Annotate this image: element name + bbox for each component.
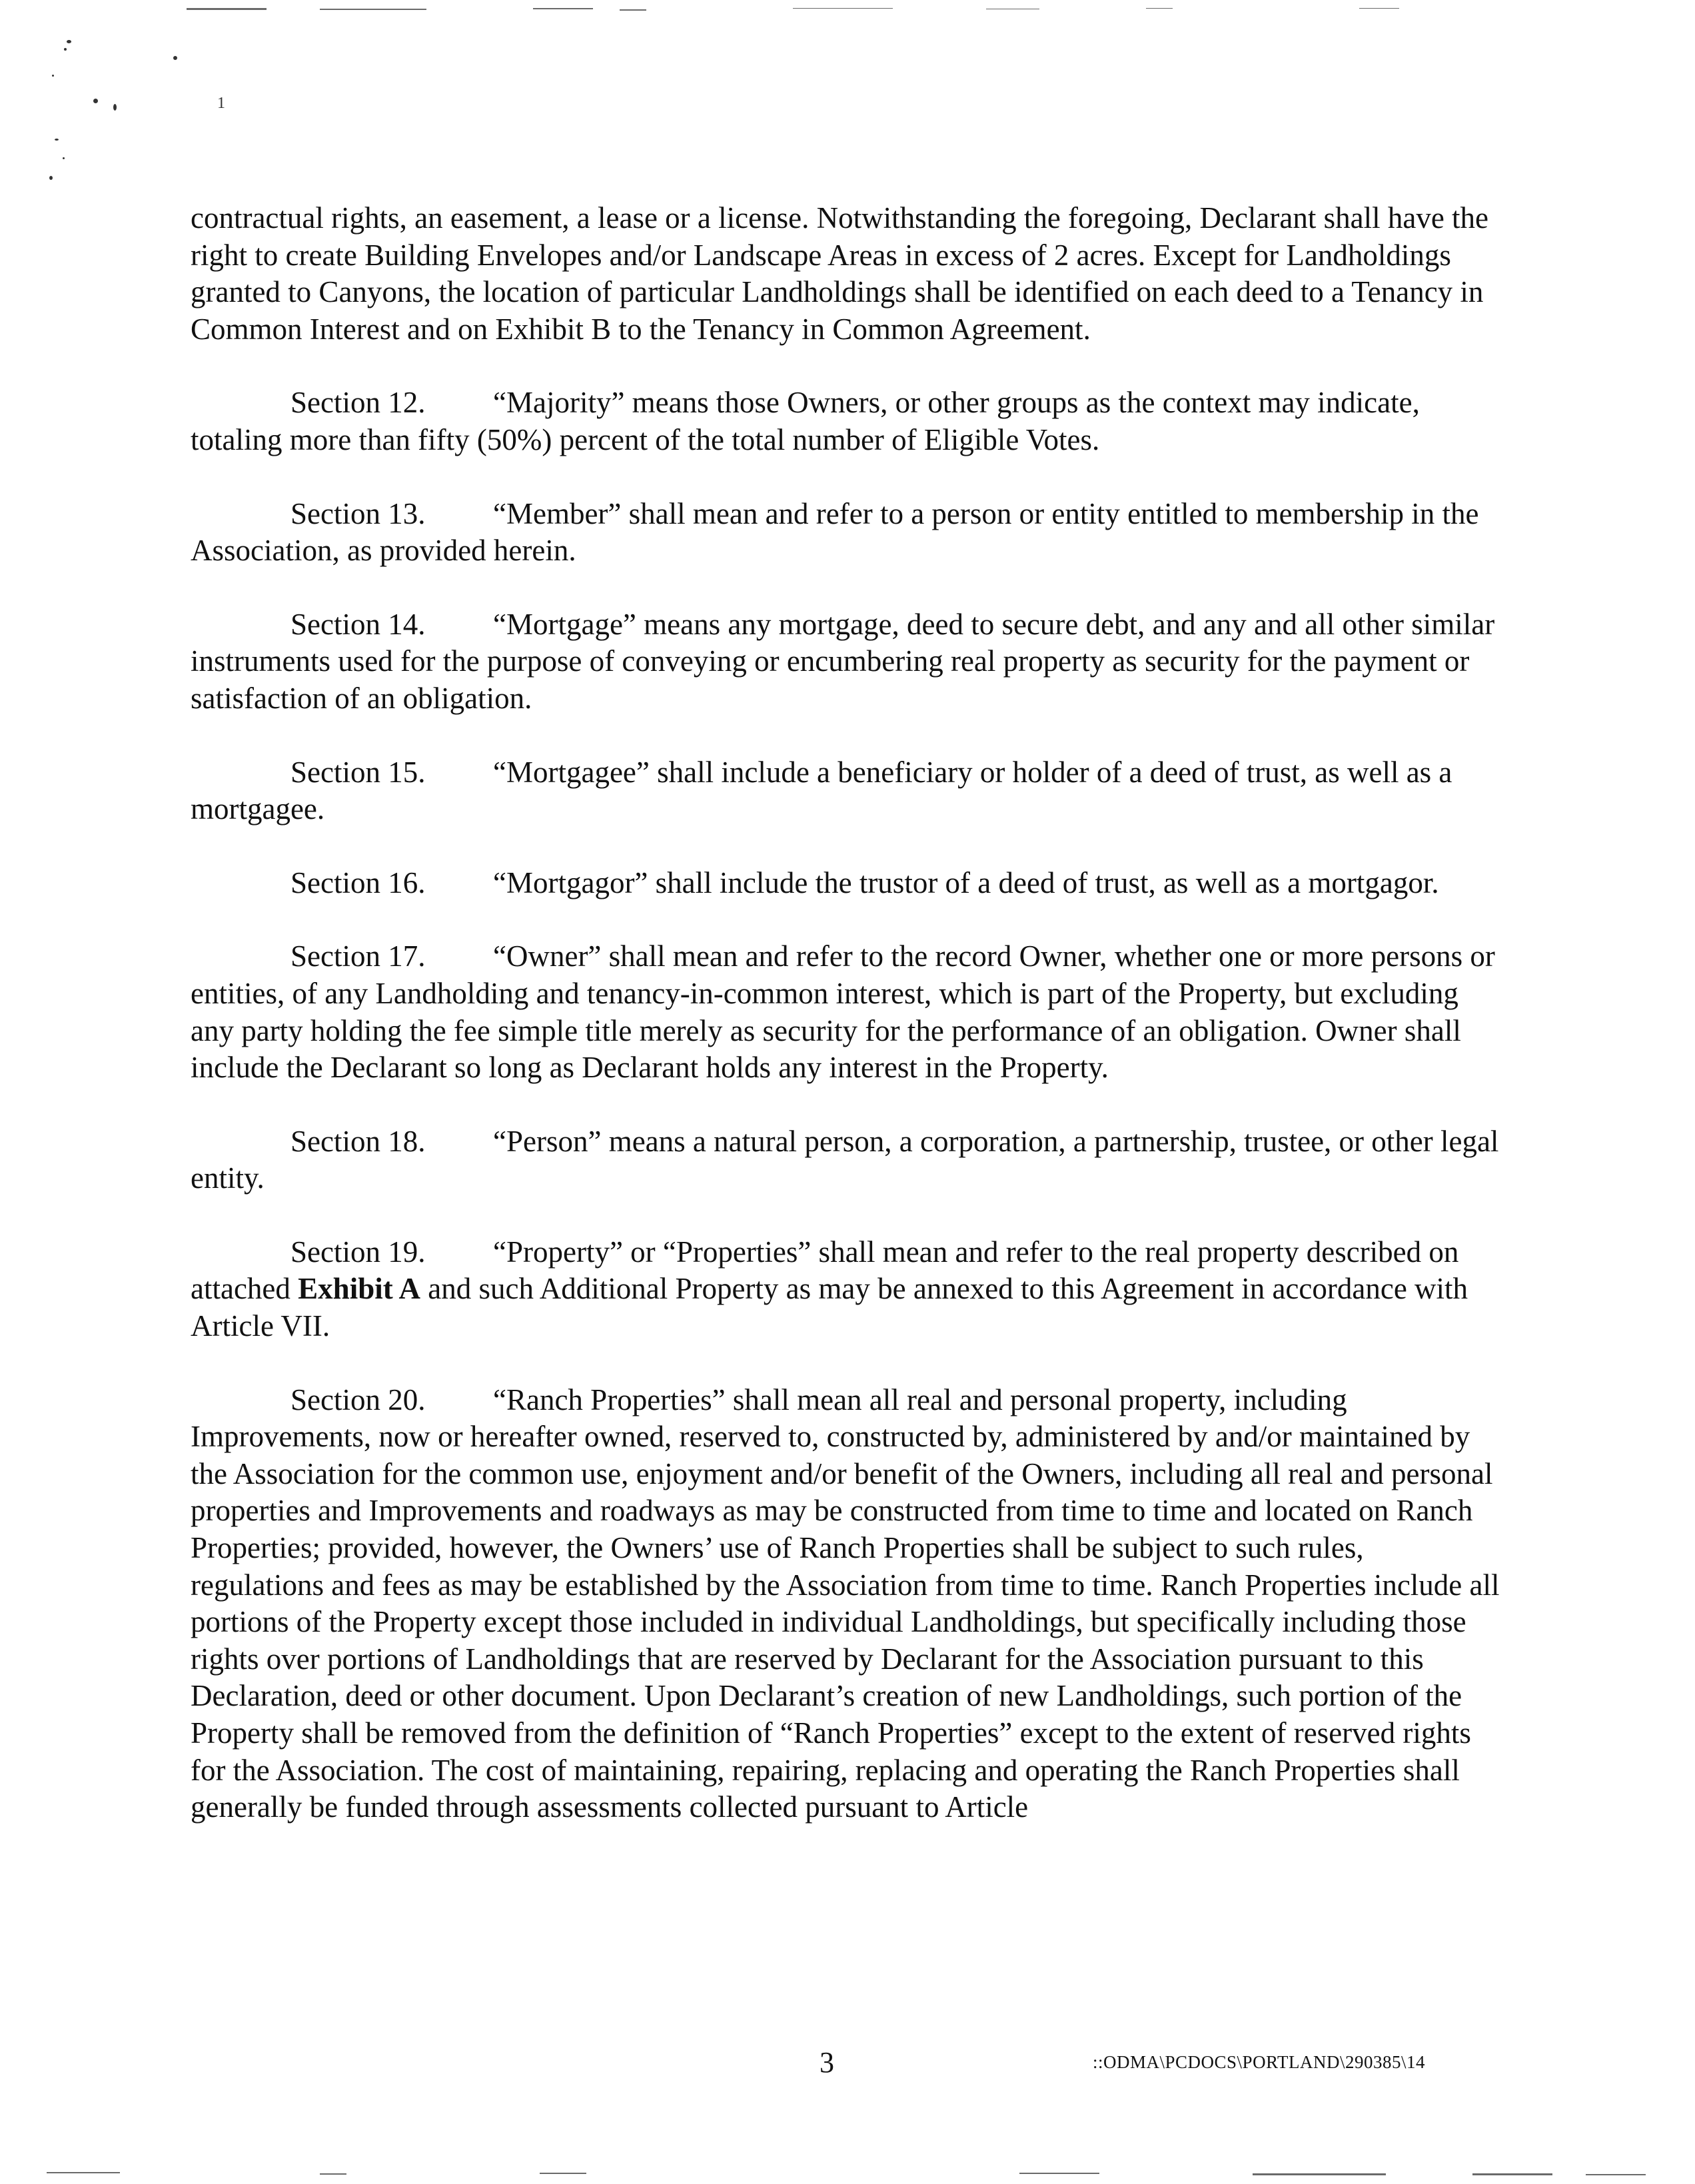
speck bbox=[173, 56, 177, 60]
scan-artifact bbox=[540, 2173, 586, 2174]
speck bbox=[93, 99, 98, 103]
section-number: Section 19. bbox=[290, 1235, 426, 1269]
section-12 bbox=[191, 384, 1503, 458]
section-text: “Mortgage” means any mortgage, deed to secure debt, and any and all other similar instruments used for the purpose of conveying or encumbering real property as security for the payment or satisfaction of an obligation. bbox=[191, 607, 1495, 715]
scan-artifact bbox=[1146, 8, 1173, 9]
scan-artifact bbox=[1472, 2173, 1552, 2175]
scan-artifact bbox=[320, 2173, 346, 2175]
section-17 bbox=[191, 938, 1503, 1086]
section-19 bbox=[191, 1234, 1503, 1345]
speck bbox=[55, 139, 59, 141]
section-16 bbox=[191, 865, 1503, 902]
speck bbox=[63, 157, 65, 159]
scan-artifact bbox=[187, 8, 267, 10]
section-18 bbox=[191, 1123, 1503, 1197]
speck bbox=[49, 176, 53, 180]
section-13 bbox=[191, 496, 1503, 570]
carryover-paragraph: contractual rights, an easement, a lease or a license. Notwithstanding the foregoing, Declarant shall have the right to create Building Envelopes and/or Landscape Areas in excess of 2 acres. Except for Landholdings granted to Canyons, the location of particular Landholdings shall be identified on each deed to a Tenancy in Common Interest and on Exhibit B to the Tenancy in Common Agreement. bbox=[191, 201, 1489, 346]
section-text: “Mortgagee” shall include a beneficiary or holder of a deed of trust, as well as a mortgagee. bbox=[191, 755, 1452, 826]
section-number: Section 18. bbox=[290, 1124, 426, 1158]
section-number: Section 17. bbox=[290, 939, 426, 973]
section-text: “Property” or “Properties” shall mean and refer to the real property described on attached bbox=[191, 1235, 1459, 1306]
section-text: “Majority” means those Owners, or other groups as the context may indicate, totaling more than fifty (50%) percent of the total number of Eligible Votes. bbox=[191, 386, 1420, 456]
section-text: “Mortgagor” shall include the trustor of a deed of trust, as well as a mortgagor. bbox=[493, 865, 1439, 899]
section-20 bbox=[191, 1382, 1503, 1826]
section-number: Section 15. bbox=[290, 755, 426, 789]
scan-artifact bbox=[320, 9, 426, 10]
section-number: Section 13. bbox=[290, 496, 426, 530]
scan-artifact bbox=[47, 2172, 120, 2173]
speck bbox=[64, 48, 67, 51]
scan-artifact bbox=[533, 8, 593, 9]
section-number: Section 20. bbox=[290, 1382, 426, 1416]
section-text: and such Additional Property as may be annexed to this Agreement in accordance with Article VII. bbox=[191, 1272, 1468, 1343]
section-number: Section 14. bbox=[290, 607, 426, 641]
document-path: ::ODMA\PCDOCS\PORTLAND\290385\14 bbox=[1093, 2052, 1425, 2072]
section-text: “Member” shall mean and refer to a person or entity entitled to membership in the Association, as provided herein. bbox=[191, 496, 1479, 568]
speck bbox=[113, 104, 117, 111]
page-number: 3 bbox=[820, 2046, 834, 2079]
stray-mark: 1 bbox=[217, 95, 225, 112]
section-text: “Ranch Properties” shall mean all real and personal property, including Improvements, now or hereafter owned, reserved to, constructed by, administered by and/or maintained by the Association for the common use, enjoyment and/or benefit of the Owners, including all real and personal properties and Improvements and roadways as may be constructed from time to time and located on Ranch Properties; provided, however, the Owners’ use of Ranch Properties shall be subject to such rules, regulations and fees as may be established by the Association from time to time. Ranch Properties include all portions of the Property except those included in individual Landholdings, but specifically including those rights over portions of Landholdings that are reserved by Declarant for the Association pursuant to this Declaration, deed or other document. Upon Declarant’s creation of new Landholdings, such portion of the Property shall be removed from the definition of “Ranch Properties” except to the extent of reserved rights for the Association. The cost of maintaining, repairing, replacing and operating the Ranch Properties shall generally be funded through assessments collected pursuant to Article bbox=[191, 1382, 1500, 1824]
speck bbox=[52, 75, 54, 77]
scan-artifact bbox=[620, 9, 646, 11]
section-number: Section 16. bbox=[290, 865, 426, 899]
scan-artifact bbox=[793, 8, 893, 9]
section-text: “Owner” shall mean and refer to the record Owner, whether one or more persons or entities, of any Landholding and tenancy-in-common interest, which is part of the Property, but excluding any party holding the fee simple title merely as security for the performance of an obligation. Owner shall include the Declarant so long as Declarant holds any interest in the Property. bbox=[191, 939, 1495, 1085]
section-15 bbox=[191, 754, 1503, 828]
section-14 bbox=[191, 606, 1503, 718]
speck bbox=[67, 40, 71, 43]
scan-artifact bbox=[1359, 8, 1399, 9]
exhibit-a-reference: Exhibit A bbox=[298, 1272, 420, 1306]
scan-artifact bbox=[1253, 2173, 1386, 2175]
section-number: Section 12. bbox=[290, 386, 426, 420]
scan-artifact bbox=[1586, 2174, 1646, 2175]
section-text: “Person” means a natural person, a corporation, a partnership, trustee, or other legal entity. bbox=[191, 1124, 1499, 1195]
scan-artifact bbox=[1019, 2173, 1099, 2174]
document-body bbox=[191, 200, 1503, 1863]
